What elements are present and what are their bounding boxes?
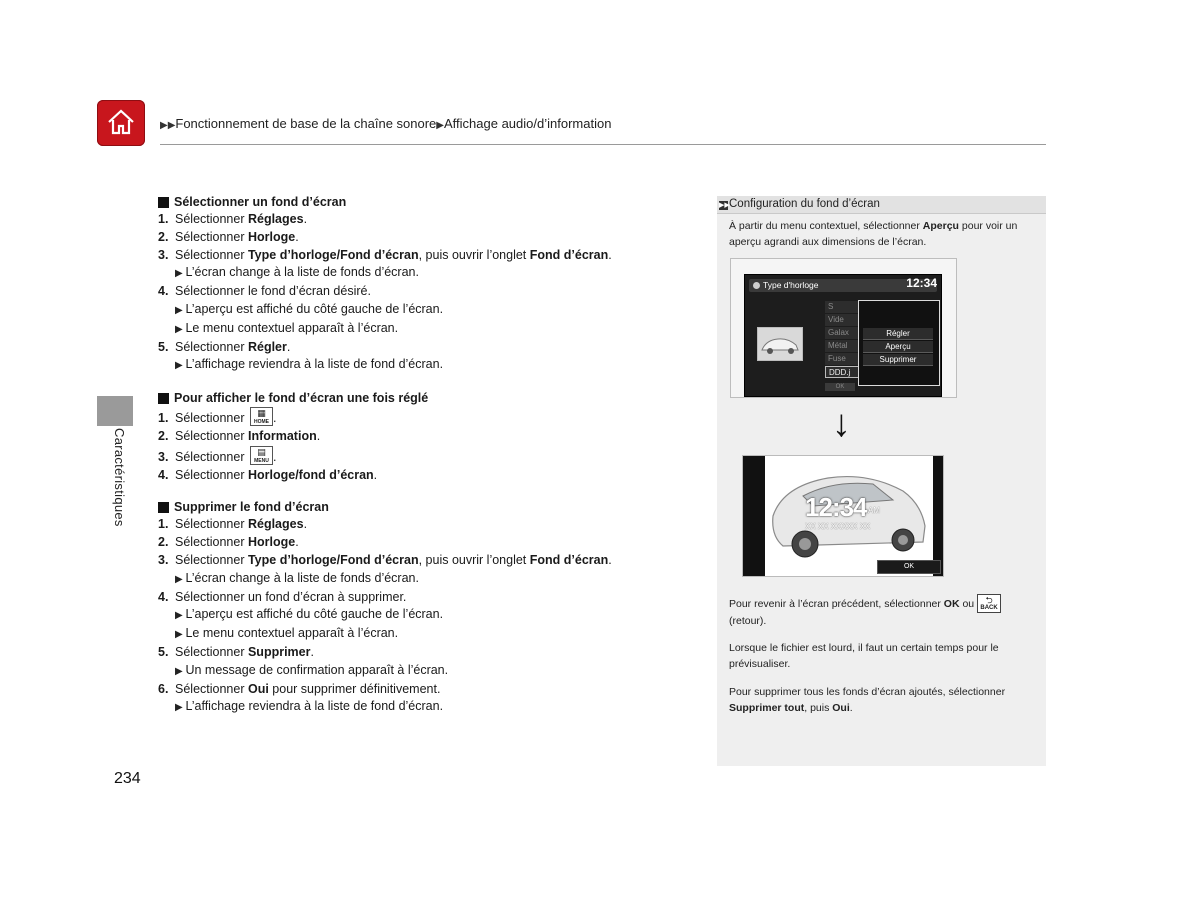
note-paragraph [717,218,1046,250]
ui-term: Type d’horloge/Fond d’écran [247,552,419,567]
text-segment: . [295,535,299,550]
text-segment: Sélectionner [175,428,248,443]
text-segment: Lorsque le fichier est lourd, il faut un certain temps pour le prévisualiser. [729,642,999,670]
text-segment: Sélectionner [175,449,248,464]
note-icon: ▶▶ [719,202,730,209]
note-paragraph [717,640,1046,672]
text-segment: . [303,212,308,226]
text-segment: . [303,517,308,532]
text-segment: , puis [804,702,833,714]
result-arrow-icon: ▶ [175,629,186,641]
text-segment: , puis ouvrir l’onglet [418,552,530,567]
home-button[interactable] [97,100,145,146]
context-option-delete[interactable]: Supprimer [863,354,933,366]
step-number: 5. [158,339,169,354]
context-menu [858,300,940,386]
text-segment: Sélectionner le fond d’écran désiré. [175,284,371,299]
step-result [158,570,678,589]
procedure-section [158,193,678,375]
text-segment: , puis ouvrir l’onglet [418,247,530,262]
result-arrow-icon: ▶ [175,702,186,714]
text-segment: . [608,247,612,262]
text-segment: Sélectionner [175,467,248,482]
procedure-section [158,389,678,484]
text-segment: Sélectionner [175,411,248,426]
step [158,644,678,662]
step-number: 1. [158,517,169,532]
ui-term: Fond d’écran [529,552,609,567]
wallpaper-list-item[interactable]: Galax [825,327,865,339]
text-segment: Sélectionner [175,229,248,244]
text-segment: Sélectionner [175,517,248,532]
context-option-preview[interactable]: Aperçu [863,341,933,353]
ui-term: OK [943,598,960,610]
text-segment: Pour supprimer tous les fonds d’écran ajoutés, sélectionner [729,686,1006,698]
step-result [158,264,678,283]
chapter-tab[interactable] [97,396,133,426]
square-bullet-icon [158,197,169,208]
screenshot-wallpaper-menu [730,258,957,398]
text-segment: Le menu contextuel apparaît à l’écran. [185,626,399,641]
result-arrow-icon: ▶ [175,304,186,316]
section-title [158,389,678,407]
home-key-glyph: ▦ [257,408,266,419]
wallpaper-preview-thumbnail [757,327,803,361]
step [158,516,678,534]
breadcrumb: ▶▶Fonctionnement de base de la chaîne sonore▶Affichage audio/d’information [160,116,612,131]
step-number: 5. [158,644,169,659]
ui-term: Horloge/fond d’écran [247,467,374,482]
ui-term: Horloge [247,229,296,244]
text-segment: Un message de confirmation apparaît à l’écran. [185,662,449,677]
step-result [158,625,678,644]
text-segment: L’aperçu est affiché du côté gauche de l’écran. [185,607,444,622]
screen-clock: 12:34 [906,276,937,290]
square-bullet-icon [158,393,169,404]
text-segment: L’affichage reviendra à la liste de fond d’écran. [185,699,444,714]
text-segment: L’aperçu est affiché du côté gauche de l’écran. [185,301,444,316]
step [158,446,678,467]
step-result [158,301,678,320]
result-arrow-icon: ▶ [175,573,186,585]
text-segment: pour voir un aperçu agrandi aux dimensions de l’écran. [729,220,1018,248]
home-key-icon [250,407,273,426]
step [158,247,678,265]
section-title [158,498,678,516]
text-segment: Le menu contextuel apparaît à l’écran. [185,320,399,335]
text-segment: Pour revenir à l’écran précédent, sélectionner [729,598,944,610]
step-number: 4. [158,284,169,299]
menu-key-icon [250,446,273,465]
section-title-text: Pour afficher le fond d’écran une fois réglé [174,391,429,406]
text-segment: . [373,467,378,482]
ui-term: Oui [832,702,850,714]
text-segment: pour supprimer définitivement. [268,681,441,696]
preview-ampm: AM [868,506,880,515]
car-image-icon [758,328,802,360]
ui-term: Supprimer tout [729,702,805,714]
ui-term: Aperçu [922,220,959,232]
screenshot-wallpaper-preview [742,455,944,577]
context-option-set[interactable]: Régler [863,328,933,340]
text-segment: Sélectionner [175,339,248,354]
step-number: 4. [158,589,169,604]
breadcrumb-item[interactable]: Fonctionnement de base de la chaîne sonore [175,116,437,131]
text-segment: Sélectionner [175,681,248,696]
step-number: 6. [158,681,169,696]
step [158,283,678,301]
section-title-text: Sélectionner un fond d’écran [174,195,347,209]
ok-button[interactable]: OK [877,560,941,574]
ui-term: Réglages [247,212,304,226]
square-bullet-icon [158,502,169,513]
section-title [158,193,678,211]
source-icon [753,282,760,289]
text-segment: Sélectionner [175,552,248,567]
wallpaper-list-item[interactable]: Fuse [825,353,865,365]
step-result [158,698,678,717]
ui-term: Fond d’écran [529,247,609,262]
step-number: 2. [158,428,169,443]
note-paragraph [717,594,1046,629]
instructions [158,193,678,731]
result-arrow-icon: ▶ [175,610,186,622]
text-segment: . [272,449,277,464]
note-paragraph [717,684,1046,716]
ui-term: Régler [247,339,287,354]
wallpaper-list-item[interactable]: S [825,301,865,313]
text-segment: Sélectionner [175,644,248,659]
text-segment: . [608,552,612,567]
step [158,339,678,357]
display-screen [744,274,942,397]
step [158,467,678,485]
text-segment: . [295,229,299,244]
note-title [717,196,1046,214]
text-segment: . [272,411,277,426]
step [158,407,678,428]
ui-term: Oui [247,681,269,696]
step-number: 2. [158,535,169,550]
ok-button[interactable]: OK [825,383,855,391]
preview-date: XX XX XXXXX XX [805,522,871,531]
ui-term: Supprimer [247,644,311,659]
preview-clock: 12:34 [805,492,867,522]
page-number: 234 [114,770,141,787]
back-key-icon [977,594,1001,613]
ui-term: Information [247,428,317,443]
back-key-glyph: ⮌ [985,595,993,605]
step-number: 1. [158,411,169,426]
menu-key-glyph: ▤ [257,446,266,457]
text-segment: L’écran change à la liste de fonds d’écran. [185,570,419,585]
step [158,589,678,607]
screen-title: Type d'horloge [763,280,819,290]
wallpaper-list-item[interactable]: Métal [825,340,865,352]
home-key-caption: HOME [253,419,269,426]
text-segment: Sélectionner [175,247,248,262]
text-segment: ou [959,598,978,610]
text-segment: . [849,702,853,714]
breadcrumb-item[interactable]: Affichage audio/d’information [444,116,612,131]
text-segment: (retour). [729,615,767,627]
menu-key-caption: MENU [254,457,269,464]
step [158,229,678,247]
text-segment: L’écran change à la liste de fonds d’écran. [185,265,419,280]
step [158,428,678,446]
procedure-section [158,498,678,717]
step-number: 1. [158,212,169,226]
header-divider [160,144,1046,145]
home-icon [106,107,136,137]
text-segment: Sélectionner [175,212,248,226]
text-segment: Sélectionner un fond d’écran à supprimer. [175,589,407,604]
step-number: 3. [158,247,169,262]
screen-border-right [933,456,943,576]
ui-term: Réglages [247,517,304,532]
arrow-down-icon: ↓ [832,403,851,445]
step-number: 4. [158,467,169,482]
text-segment: L’affichage reviendra à la liste de fond d’écran. [185,357,444,372]
step [158,552,678,570]
chapter-label: Caractéristiques [112,428,127,527]
text-segment: . [286,339,291,354]
wallpaper-list-item[interactable]: Vide [825,314,865,326]
result-arrow-icon: ▶ [175,268,186,280]
result-arrow-icon: ▶ [175,323,186,335]
step [158,681,678,699]
step-number: 2. [158,229,169,244]
step-number: 3. [158,552,169,567]
result-arrow-icon: ▶ [175,360,186,372]
text-segment: À partir du menu contextuel, sélectionner [729,220,923,232]
step [158,534,678,552]
ui-term: Type d’horloge/Fond d’écran [247,247,419,262]
note-title-text: Configuration du fond d’écran [729,198,880,210]
section-title-text: Supprimer le fond d’écran [174,500,329,515]
ui-term: Horloge [247,535,296,550]
result-arrow-icon: ▶ [175,665,186,677]
back-key-caption: BACK [980,605,998,611]
step [158,211,678,229]
step-number: 3. [158,449,169,464]
step-result [158,356,678,375]
screen-border-left [743,456,765,576]
step-result [158,606,678,625]
text-segment: Sélectionner [175,535,248,550]
step-result [158,320,678,339]
wallpaper-list-item[interactable]: DDD.j [825,366,865,378]
step-result [158,662,678,681]
text-segment: . [310,644,314,659]
text-segment: . [316,428,321,443]
